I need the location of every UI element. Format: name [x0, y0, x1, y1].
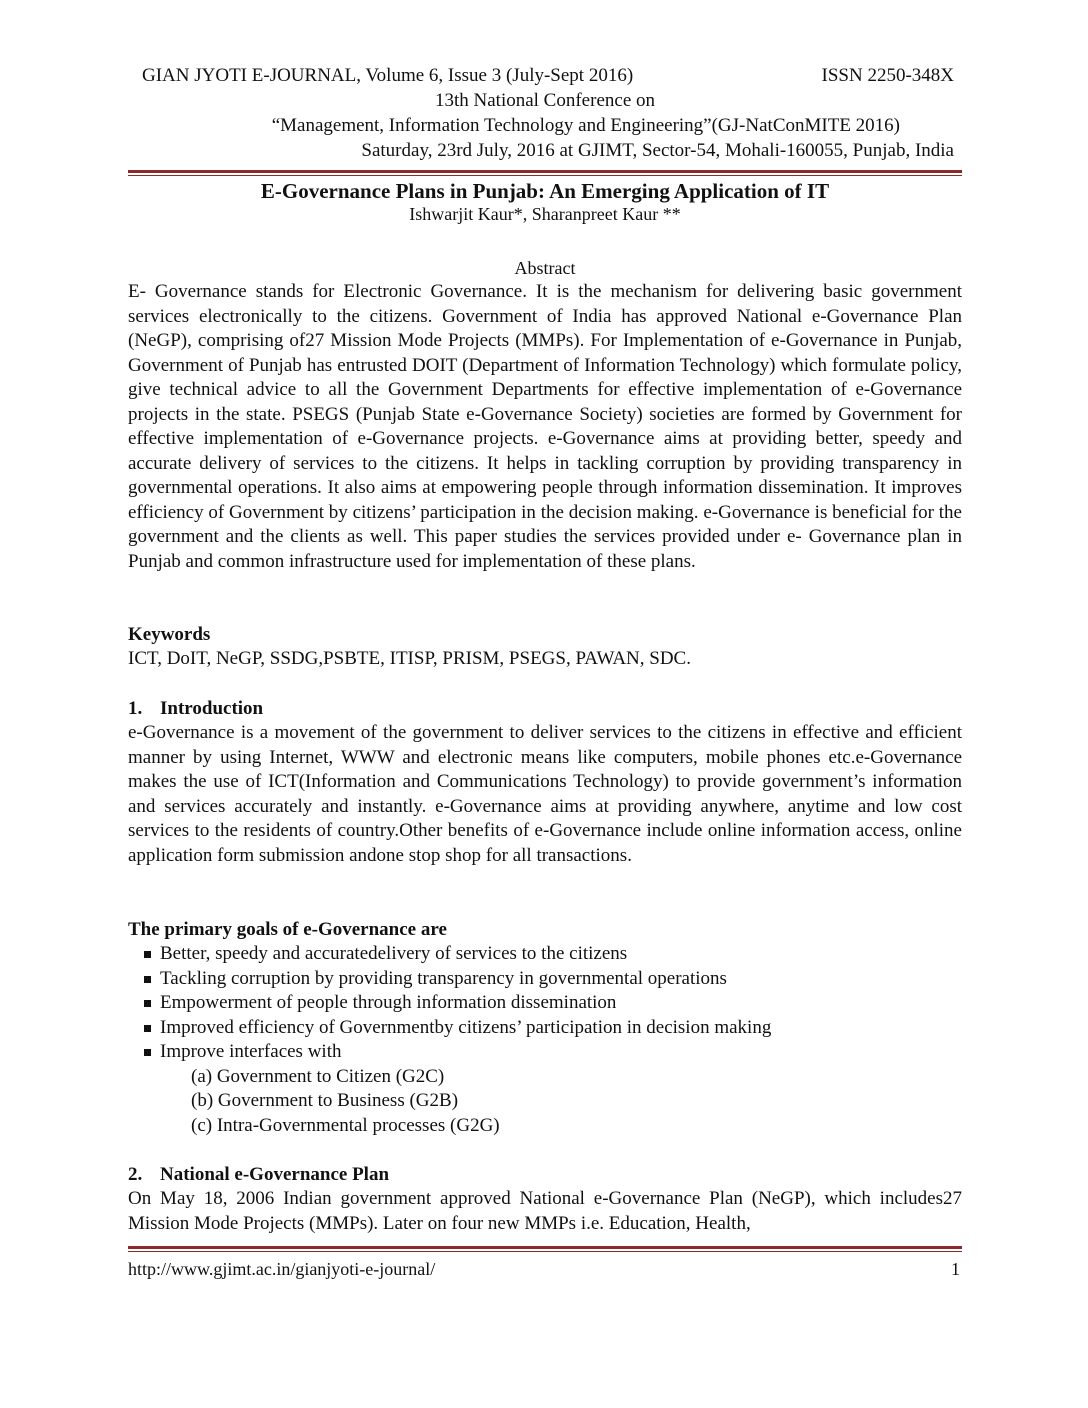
bullet-square-icon — [144, 1025, 151, 1032]
footer-divider — [128, 1246, 962, 1249]
section-1-heading — [128, 697, 263, 721]
section-1-number: 1. — [128, 698, 143, 719]
issn: ISSN 2250-348X — [821, 65, 954, 86]
footer-url: http://www.gjimt.ac.in/gianjyoti-e-journal/ — [128, 1259, 436, 1279]
bullet-square-icon — [144, 951, 151, 958]
paper-title: E-Governance Plans in Punjab: An Emerging Application of IT — [260, 179, 830, 203]
header-divider-thin — [128, 175, 962, 176]
conference-venue: Saturday, 23rd July, 2016 at GJIMT, Sector-54, Mohali-160055, Punjab, India — [361, 140, 954, 161]
page-number: 1 — [951, 1259, 960, 1279]
list-item: Tackling corruption by providing transparency in governmental operations — [144, 967, 964, 992]
conference-theme: “Management, Information Technology and Engineering”(GJ-NatConMITE 2016) — [271, 115, 900, 136]
goals-heading: The primary goals of e-Governance are — [128, 919, 447, 940]
bullet-square-icon — [144, 976, 151, 983]
sub-item-g2c: (a) Government to Citizen (G2C) — [191, 1066, 445, 1087]
journal-header — [142, 64, 954, 88]
keywords-heading: Keywords — [128, 624, 211, 645]
conference-name: 13th National Conference on — [434, 90, 655, 111]
section-2-number: 2. — [128, 1164, 143, 1185]
keywords-text: ICT, DoIT, NeGP, SSDG,PSBTE, ITISP, PRISM, PSEGS, PAWAN, SDC. — [128, 648, 691, 669]
section-2-text: On May 18, 2006 Indian government approved National e-Governance Plan (NeGP), which includes27 Mission Mode Projects (MMPs). Later on four new MMPs i.e. Education, Health, — [128, 1188, 962, 1234]
paper-authors: Ishwarjit Kaur*, Sharanpreet Kaur ** — [409, 204, 681, 224]
list-item: Improved efficiency of Governmentby citizens’ participation in decision making — [144, 1016, 964, 1041]
bullet-square-icon — [144, 1049, 151, 1056]
bullet-square-icon — [144, 1000, 151, 1007]
section-1-text: e-Governance is a movement of the government to deliver services to the citizens in effective and efficient manner by using Internet, WWW and electronic means like computers, mobile phones etc.e-Governance makes the use of ICT(Information and Communications Technology) to provide government’s information and services accurately and instantly. e-Governance aims at providing anywhere, anytime and low cost services to the residents of country.Other benefits of e-Governance include online information access, online application form submission andone stop shop for all transactions. — [128, 722, 962, 866]
journal-name: GIAN JYOTI E-JOURNAL, Volume 6, Issue 3 (July-Sept 2016) — [142, 65, 634, 86]
section-1-title: Introduction — [160, 698, 264, 719]
header-divider — [128, 170, 962, 173]
goals-list — [144, 942, 964, 1065]
abstract-text: E- Governance stands for Electronic Governance. It is the mechanism for delivering basic government services electronically to the citizens. Government of India has approved National e-Governance Plan (NeGP), comprising of27 Mission Mode Projects (MMPs). For Implementation of e-Governance in Punjab, Government of Punjab has entrusted DOIT (Department of Information Technology) which formulate policy, give technical advice to all the Government Departments for effective implementation of e-Governance projects in the state. PSEGS (Punjab State e-Governance Society) societies are formed by Government for effective implementation of e-Governance projects. e-Governance aims at providing better, speedy and accurate delivery of services to the citizens. It helps in tackling corruption by providing transparency in governmental operations. It also aims at empowering people through information dissemination. It improves efficiency of Government by citizens’ participation in the decision making. e-Governance is beneficial for the government and the clients as well. This paper studies the services provided under e- Governance plan in Punjab and common infrastructure used for implementation of these plans. — [128, 281, 962, 572]
list-item: Empowerment of people through information dissemination — [144, 991, 964, 1016]
section-2-title: National e-Governance Plan — [160, 1164, 390, 1185]
list-item: Better, speedy and accuratedelivery of services to the citizens — [144, 942, 964, 967]
list-item: Improve interfaces with — [144, 1040, 964, 1065]
footer-divider-thin — [128, 1251, 962, 1252]
section-2-heading — [128, 1163, 389, 1187]
sub-item-g2g: (c) Intra-Governmental processes (G2G) — [191, 1115, 500, 1136]
abstract-heading: Abstract — [514, 258, 576, 278]
sub-item-g2b: (b) Government to Business (G2B) — [191, 1090, 459, 1111]
